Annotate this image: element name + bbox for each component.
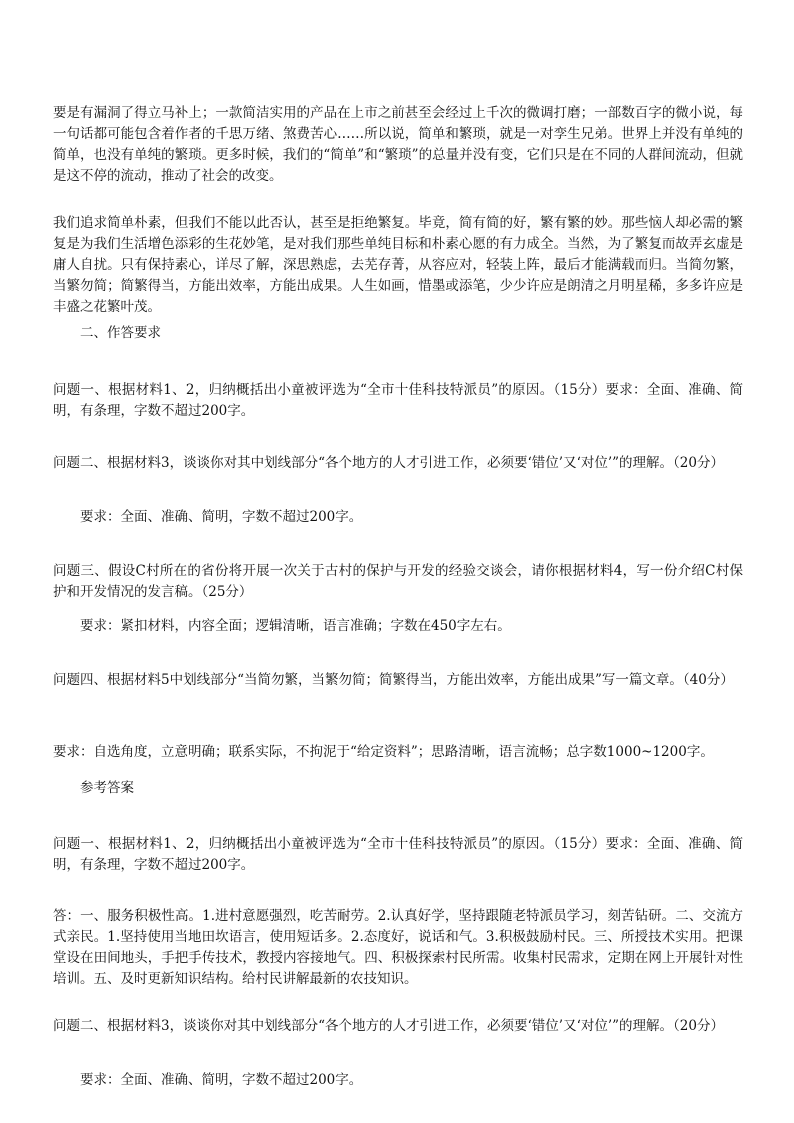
question-3: 问题三、假设C村所在的省份将开展一次关于古村的保护与开发的经验交谈会，请你根据材料4，写一份介绍C村保护和开发情况的发言稿。（25分）	[53, 563, 743, 600]
paragraph-simplicity-complexity: 要是有漏洞了得立马补上；一款简洁实用的产品在上市之前甚至会经过上千次的微调打磨；一部数百字的微小说，每一句话都可能包含着作者的千思万绪、煞费苦心……所以说，简单和繁琐，就是一对孪生兄弟。世界上并没有单纯的简单，也没有单纯的繁琐。更多时候，我们的“简单”和“繁琐”的总量并没有变，它们只是在不同的人群间流动，但就是这不停的流动，推动了社会的改变。	[53, 105, 743, 184]
answer-question-1-prompt: 问题一、根据材料1、2，归纳概括出小童被评选为“全市十佳科技特派员”的原因。（15分）要求：全面、准确、简明，有条理，字数不超过200字。	[53, 836, 743, 873]
question-3-requirement: 要求：紧扣材料，内容全面；逻辑清晰，语言准确；字数在450字左右。	[80, 618, 511, 634]
paragraph-pursue-simplicity: 我们追求简单朴素，但我们不能以此否认，甚至是拒绝繁复。毕竟，简有简的好，繁有繁的妙。那些恼人却必需的繁复是为我们生活增色添彩的生花妙笔，是对我们那些单纯目标和朴素心愿的有力成全。当然，为了繁复而故弄玄虚是庸人自扰。只有保持素心，详尽了解，深思熟虑，去芜存菁，从容应对，轻装上阵，最后才能满载而归。当简勿繁，当繁勿简；简繁得当，方能出效率，方能出成果。人生如画，惜墨或添笔，少少许应是朗清之月明星稀，多多许应是丰盛之花繁叶茂。	[53, 215, 743, 315]
section-heading-requirements: 二、作答要求	[80, 325, 161, 341]
answer-question-2-prompt: 问题二、根据材料3，谈谈你对其中划线部分“各个地方的人才引进工作，必须要‘错位’又‘对位’”的理解。（20分）	[53, 1018, 724, 1034]
question-2: 问题二、根据材料3，谈谈你对其中划线部分“各个地方的人才引进工作，必须要‘错位’又‘对位’”的理解。（20分）	[53, 455, 724, 471]
answer-question-2-requirement: 要求：全面、准确、简明，字数不超过200字。	[80, 1072, 363, 1088]
answer-1: 答：一、服务积极性高。1.进村意愿强烈，吃苦耐劳。2.认真好学，坚持跟随老特派员学习，刻苦钻研。二、交流方式亲民。1.坚持使用当地田坎语言，使用短话多。2.态度好，说话和气。3.积极鼓励村民。三、所授技术实用。把课堂设在田间地头，手把手传技术，教授内容接地气。四、积极探索村民所需。收集村民需求，定期在网上开展针对性培训。五、及时更新知识结构。给村民讲解最新的农技知识。	[53, 908, 743, 987]
question-2-requirement: 要求：全面、准确、简明，字数不超过200字。	[80, 509, 363, 525]
question-1: 问题一、根据材料1、2，归纳概括出小童被评选为“全市十佳科技特派员”的原因。（15分）要求：全面、准确、简明，有条理，字数不超过200字。	[53, 382, 743, 419]
question-4: 问题四、根据材料5中划线部分“当简勿繁，当繁勿简；简繁得当，方能出效率，方能出成果”写一篇文章。（40分）	[53, 672, 734, 688]
answers-heading: 参考答案	[80, 780, 134, 796]
question-4-requirement: 要求：自选角度，立意明确；联系实际，不拘泥于“给定资料”；思路清晰，语言流畅；总字数1000~1200字。	[53, 744, 714, 760]
